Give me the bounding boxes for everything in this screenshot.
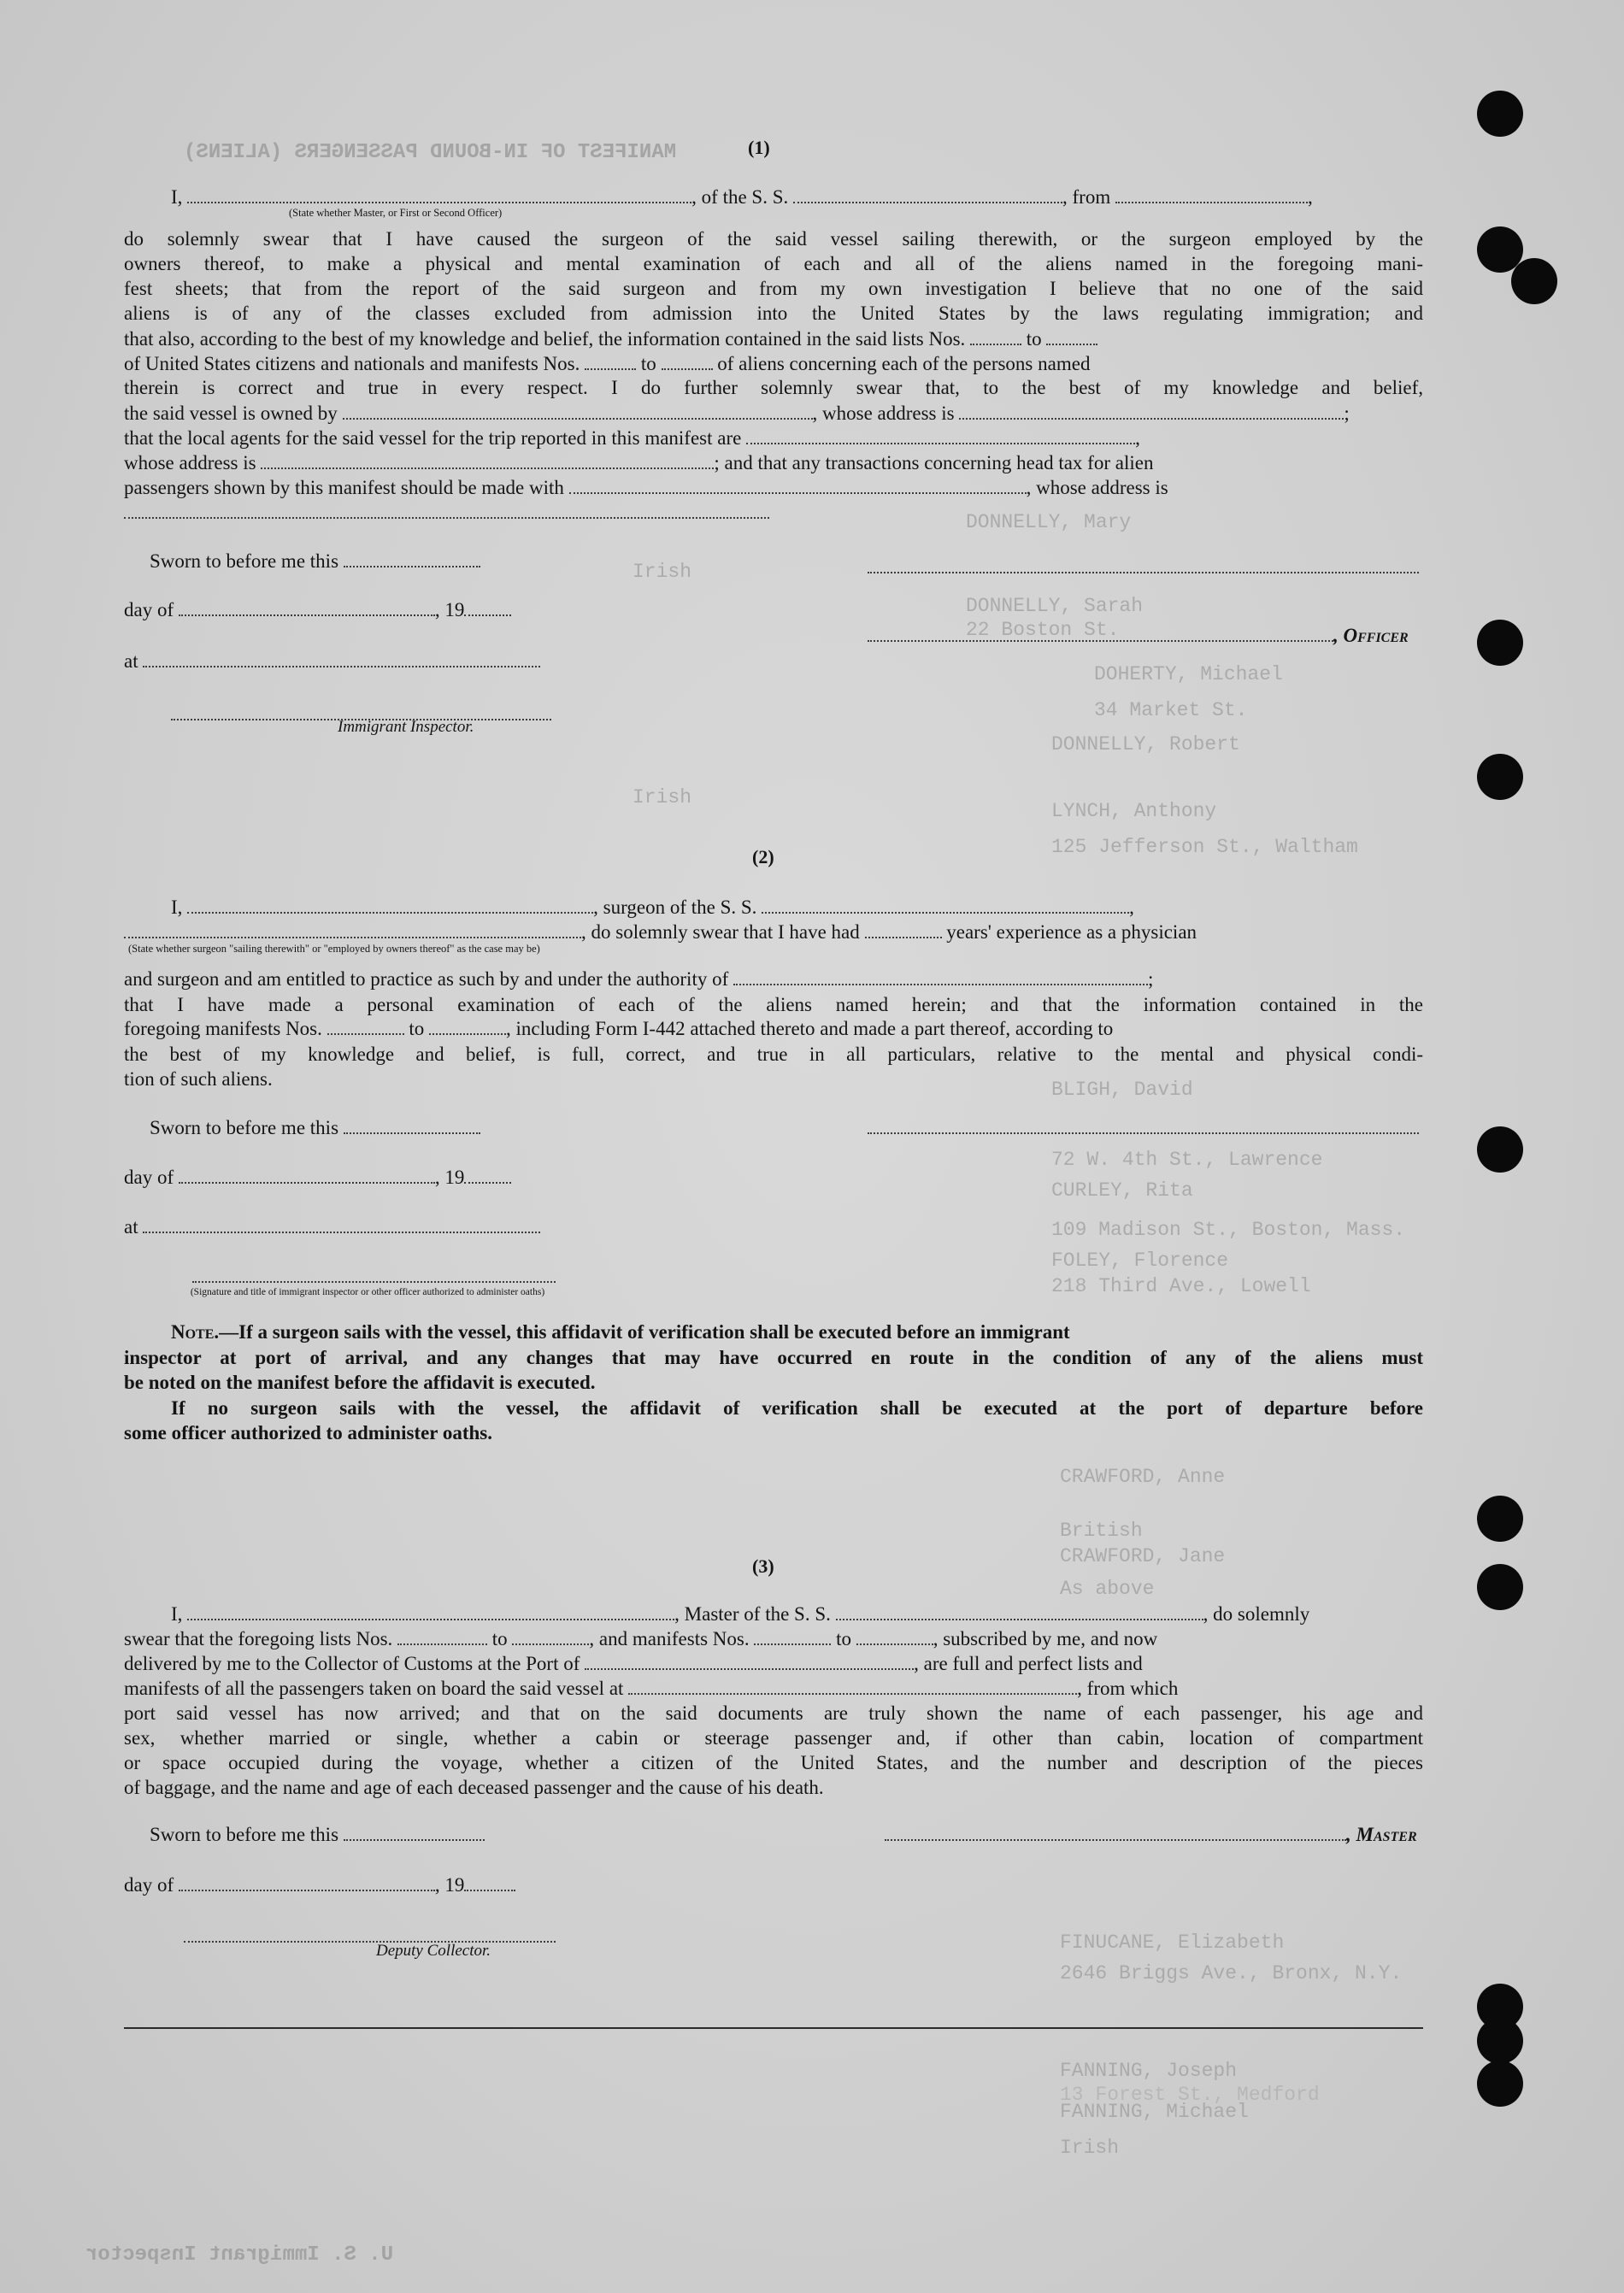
reverse-row: FOLEY, Florence [1051,1249,1229,1272]
section-1-manifests-line [124,352,1090,375]
signature-blank[interactable] [868,558,1419,573]
punch-hole [1477,1496,1523,1542]
reverse-row: 218 Third Ave., Lowell [1051,1275,1311,1297]
sworn-date-blank[interactable] [344,1119,480,1134]
section-2-subnote: (State whether surgeon "sailing therewith" or "employed by owners thereof" as the case may be) [128,943,540,955]
manifests-from-blank[interactable] [754,1630,831,1645]
section-1-para-line: aliens is of any of the classes excluded from admission into the United States by the laws regulating immigration; and [124,303,1423,324]
reverse-row: DOHERTY, Michael [1094,663,1283,685]
reverse-header-stamp: MANIFEST OF IN-BOUND PASSENGERS (ALIENS) [184,141,677,164]
surgeon-sign-line [868,1116,1419,1139]
manifests-to-blank[interactable] [856,1630,933,1645]
reverse-row: DONNELLY, Robert [1051,733,1240,756]
head-tax-contact-blank[interactable] [569,479,1027,494]
year-blank[interactable] [464,601,511,616]
text: at [124,1216,138,1238]
text: delivered by me to the Collector of Customs at the Port of [124,1653,580,1674]
officer-sign-line [868,624,1409,647]
agents-address-blank[interactable] [261,454,714,469]
reverse-row: FANNING, Michael [1060,2101,1249,2123]
at-line [124,650,540,673]
section-1-lists-line [124,327,1097,350]
text: , [1307,186,1313,208]
sworn-line [150,1116,480,1139]
manifest-to-blank[interactable] [429,1020,506,1035]
text: that also, according to the best of my knowledge and belief, the information contained in the said lists Nos. [124,328,966,350]
reverse-row: 22 Boston St. [966,619,1120,641]
master-caption: , Master [1346,1824,1417,1845]
punch-hole [1477,754,1523,800]
bottom-rule [124,2027,1423,2029]
embark-port-blank[interactable] [628,1679,1077,1695]
sworn-date-blank[interactable] [344,552,480,567]
reverse-row: Irish [633,786,692,808]
master-sign-line [885,1823,1417,1846]
text: I, [171,1603,183,1625]
punch-hole [1477,1126,1523,1173]
day-blank[interactable] [179,1168,435,1184]
day-of-line [124,1873,515,1896]
text: to [409,1018,425,1039]
reverse-row: DONNELLY, Sarah [966,595,1144,617]
ship-name-blank[interactable] [793,188,1062,203]
punch-hole [1477,91,1523,137]
text: day of [124,1167,174,1188]
text: foregoing manifests Nos. [124,1018,322,1039]
text: , are full and perfect lists and [914,1653,1143,1674]
sworn-date-blank[interactable] [344,1826,485,1841]
punch-hole [1477,2061,1523,2107]
year-blank[interactable] [464,1876,515,1891]
reverse-row: Irish [633,561,692,583]
signature-note: (Signature and title of immigrant inspector or other officer authorized to administer oaths) [190,1287,545,1297]
port-blank[interactable] [585,1655,914,1670]
section-1-para-line: owners thereof, to make a physical and mental examination of each and all of the aliens named in the foregoing mani- [124,253,1423,274]
reverse-row: 72 W. 4th St., Lawrence [1051,1149,1323,1171]
note-line: be noted on the manifest before the affidavit is executed. [124,1372,596,1393]
year-blank[interactable] [464,1168,511,1184]
text: Sworn to before me this [150,550,339,572]
inspector-caption: Immigrant Inspector. [338,718,474,736]
departure-port-blank[interactable] [1115,188,1308,203]
text: , 19 [434,599,465,620]
text: and surgeon and am entitled to practice as such by and under the authority of [124,968,729,990]
reverse-row: Irish [1060,2137,1120,2159]
text: to [491,1628,508,1649]
owned-by-line: the said vessel is owned by , whose address is ; [124,403,1350,424]
text: to [836,1628,851,1649]
officer-sign-top [868,556,1419,579]
text: —If a surgeon sails with the vessel, this affidavit of verification shall be executed before an immigrant [219,1321,1070,1343]
text: passengers shown by this manifest should be made with [124,477,564,498]
section-3-para-line: sex, whether married or single, whether a cabin or steerage passenger and, if other than cabin, location of compartment [124,1727,1423,1749]
section-1-para-line: do solemnly swear that I have caused the surgeon of the said vessel sailing therewith, or the surgeon employed by the [124,228,1423,250]
place-blank[interactable] [143,1218,540,1233]
section-3-line-2 [124,1627,1157,1650]
section-3-para-line: port said vessel has now arrived; and that on the said documents are truly shown the name of each passenger, his age and [124,1702,1423,1724]
text: , 19 [434,1874,465,1896]
text: of United States citizens and nationals and manifests Nos. [124,353,580,374]
reverse-row: 13 Forest St., Medford [1060,2084,1320,2106]
text: Sworn to before me this [150,1117,339,1138]
years-blank[interactable] [865,923,942,938]
agents-blank[interactable] [746,429,1135,444]
text: that the local agents for the said vessel for the trip reported in this manifest are [124,427,742,449]
reverse-row: CRAWFORD, Jane [1060,1545,1226,1567]
foregoing-line [124,1017,1113,1040]
collector-caption: Deputy Collector. [376,1942,491,1960]
sworn-line [150,1823,485,1846]
punch-hole [1477,1564,1523,1610]
inspector-sign-line [192,1265,556,1288]
reverse-row: DONNELLY, Mary [966,511,1132,533]
section-2-para-line: the best of my knowledge and belief, is full, correct, and true in all particulars, relative to the mental and physical condi- [124,1044,1423,1065]
lists-from-blank[interactable] [970,330,1021,345]
section-3-para-line: of baggage, and the name and age of each deceased passenger and the cause of his death. [124,1777,824,1798]
reverse-row: 125 Jefferson St., Waltham [1051,836,1358,858]
master-signature-blank[interactable] [885,1826,1346,1841]
text: , surgeon of the S. S. [593,897,757,918]
section-1-para-line: fest sheets; that from the report of the said surgeon and from my own investigation I believe that no one of the said [124,278,1423,299]
agents-address-line [124,451,1153,474]
officer-name-blank[interactable] [187,188,691,203]
text: , 19 [434,1167,465,1188]
place-blank[interactable] [143,652,540,667]
officer-caption: , Officer [1333,625,1409,646]
contact-address-blank[interactable] [124,503,769,519]
reverse-row: FINUCANE, Elizabeth [1060,1931,1285,1954]
reverse-row: CURLEY, Rita [1051,1179,1193,1202]
text: I, [171,897,183,918]
text: the said vessel is owned by [124,403,338,424]
text: swear that the foregoing lists Nos. [124,1628,393,1649]
text: ; and that any transactions concerning head tax for alien [714,452,1154,473]
note-line-1 [171,1320,1070,1343]
section-3-line-4 [124,1677,1178,1700]
section-2-line-2 [124,920,1197,944]
day-blank[interactable] [179,601,435,616]
note-label: Note. [171,1321,220,1343]
surgeon-name-blank[interactable] [187,898,593,914]
text: , do solemnly [1203,1603,1310,1625]
section-1-line-1 [171,185,1313,209]
text: , of the S. S. [691,186,789,208]
text: , do solemnly swear that I have had [581,921,860,943]
text: , and manifests Nos. [589,1628,750,1649]
master-ship-blank[interactable] [836,1605,1203,1620]
text: at [124,650,138,672]
text: , Master of the S. S. [674,1603,831,1625]
punch-hole [1477,620,1523,666]
text: , subscribed by me, and now [933,1628,1158,1649]
section-3-para-line: or space occupied during the voyage, whether a citizen of the United States, and the number and description of the pieces [124,1752,1423,1773]
collector-sign-line [184,1925,556,1948]
section-1-number: (1) [748,137,770,158]
authority-blank[interactable] [733,970,1148,985]
punch-hole [1477,2018,1523,2064]
section-3-line-3 [124,1652,1143,1675]
sworn-line [150,550,480,573]
reverse-row: 34 Market St. [1094,699,1248,721]
text: , whose address is [812,403,955,424]
text: day of [124,1874,174,1896]
reverse-row: FANNING, Joseph [1060,2060,1238,2082]
section-3-number: (3) [752,1555,774,1577]
lists-from-blank[interactable] [397,1630,487,1645]
surgeon-ship-blank[interactable] [762,898,1129,914]
text: Sworn to before me this [150,1824,339,1845]
owner-blank[interactable] [343,404,813,420]
text: I, [171,186,183,208]
head-tax-line [124,476,1168,499]
authority-line [124,967,1153,991]
reverse-footer-stamp: U. S. Immigrant Inspector [85,2243,394,2267]
text: years' experience as a physician [946,921,1197,943]
manifests-to-blank[interactable] [662,355,713,370]
text: whose address is [124,452,256,473]
reverse-row: 109 Madison St., Boston, Mass. [1051,1219,1406,1241]
manifests-from-blank[interactable] [585,355,636,370]
text: day of [124,599,174,620]
section-1-para-line: therein is correct and true in every respect. I do further solemnly swear that, to the best of my knowledge and belief, [124,377,1423,398]
text: ; [1148,968,1154,990]
punch-hole [1511,258,1557,304]
master-name-blank[interactable] [187,1605,674,1620]
address-line [124,501,769,524]
day-blank[interactable] [179,1876,435,1891]
day-of-line [124,1166,511,1189]
section-2-line-1: I, , surgeon of the S. S. , [171,897,1134,918]
surgeon-status-blank[interactable] [124,923,581,938]
note-line: inspector at port of arrival, and any changes that may have occurred en route in the condition of any of the aliens must [124,1347,1423,1368]
reverse-row: British [1060,1520,1143,1542]
note-line: If no surgeon sails with the vessel, the affidavit of verification shall be executed at the port of departure before [171,1397,1423,1419]
lists-to-blank[interactable] [512,1630,589,1645]
section-3-line-1 [171,1602,1309,1626]
section-2-number: (2) [752,846,774,867]
owner-address-blank[interactable] [959,404,1344,420]
note-line: some officer authorized to administer oaths. [124,1422,492,1443]
local-agents-line: that the local agents for the said vessel for the trip reported in this manifest are , [124,427,1140,449]
surgeon-signature-blank[interactable] [868,1119,1419,1134]
text: to [640,353,656,374]
collector-signature-blank[interactable] [184,1927,556,1943]
text: , from [1062,186,1111,208]
reverse-row: 2646 Briggs Ave., Bronx, N.Y. [1060,1962,1403,1984]
day-of-line [124,598,511,621]
reverse-row: BLIGH, David [1051,1079,1193,1101]
section-2-para-line: tion of such aliens. [124,1068,273,1090]
inspector-signature-blank[interactable] [192,1267,556,1283]
text: , whose address is [1026,477,1168,498]
at-line [124,1215,540,1238]
text: , from which [1077,1678,1179,1699]
reverse-row: As above [1060,1578,1155,1600]
section-2-para-line: that I have made a personal examination of each of the aliens named herein; and that the information contained in the [124,994,1423,1015]
text: manifests of all the passengers taken on board the said vessel at [124,1678,624,1699]
reverse-row: LYNCH, Anthony [1051,800,1217,822]
text: , including Form I-442 attached thereto and made a part thereof, according to [506,1018,1114,1039]
reverse-row: CRAWFORD, Anne [1060,1466,1226,1488]
text: of aliens concerning each of the persons named [717,353,1091,374]
section-1-subnote: (State whether Master, or First or Second Officer) [289,207,503,219]
text: to [1026,328,1042,350]
lists-to-blank[interactable] [1046,330,1097,345]
officer-signature-blank[interactable] [868,626,1333,642]
manifest-from-blank[interactable] [327,1020,404,1035]
